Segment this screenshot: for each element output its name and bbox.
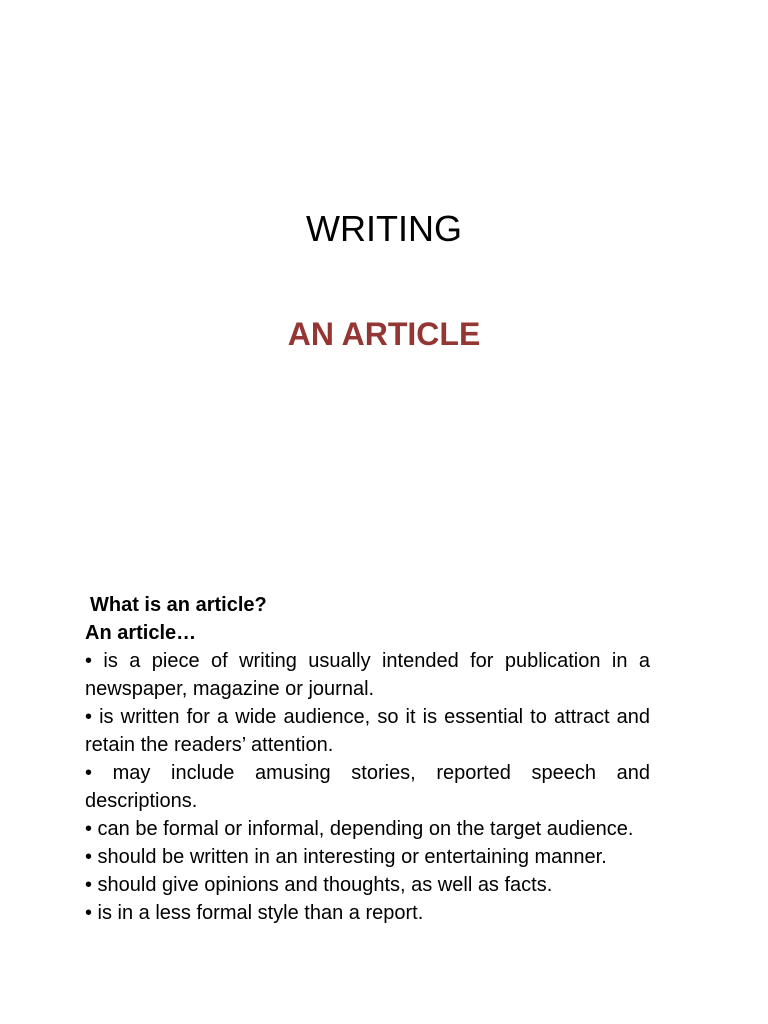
page-title: WRITING xyxy=(306,208,462,249)
list-item: • may include amusing stories, reported speech and descriptions. xyxy=(85,762,650,812)
article-definition xyxy=(85,591,650,927)
bullet-list xyxy=(85,647,650,927)
list-item: • is a piece of writing usually intended for publication in a newspaper, magazine or journal. xyxy=(85,650,650,700)
list-item: • should give opinions and thoughts, as well as facts. xyxy=(85,874,553,896)
list-item: • is in a less formal style than a report. xyxy=(85,902,424,924)
list-item: • is written for a wide audience, so it is essential to attract and retain the readers’ attention. xyxy=(85,706,650,756)
page-subtitle: AN ARTICLE xyxy=(287,316,481,352)
question-heading: What is an article? xyxy=(90,594,267,616)
list-item: • should be written in an interesting or entertaining manner. xyxy=(85,846,607,868)
lead-text: An article… xyxy=(85,622,197,644)
list-item: • can be formal or informal, depending on the target audience. xyxy=(85,818,634,840)
